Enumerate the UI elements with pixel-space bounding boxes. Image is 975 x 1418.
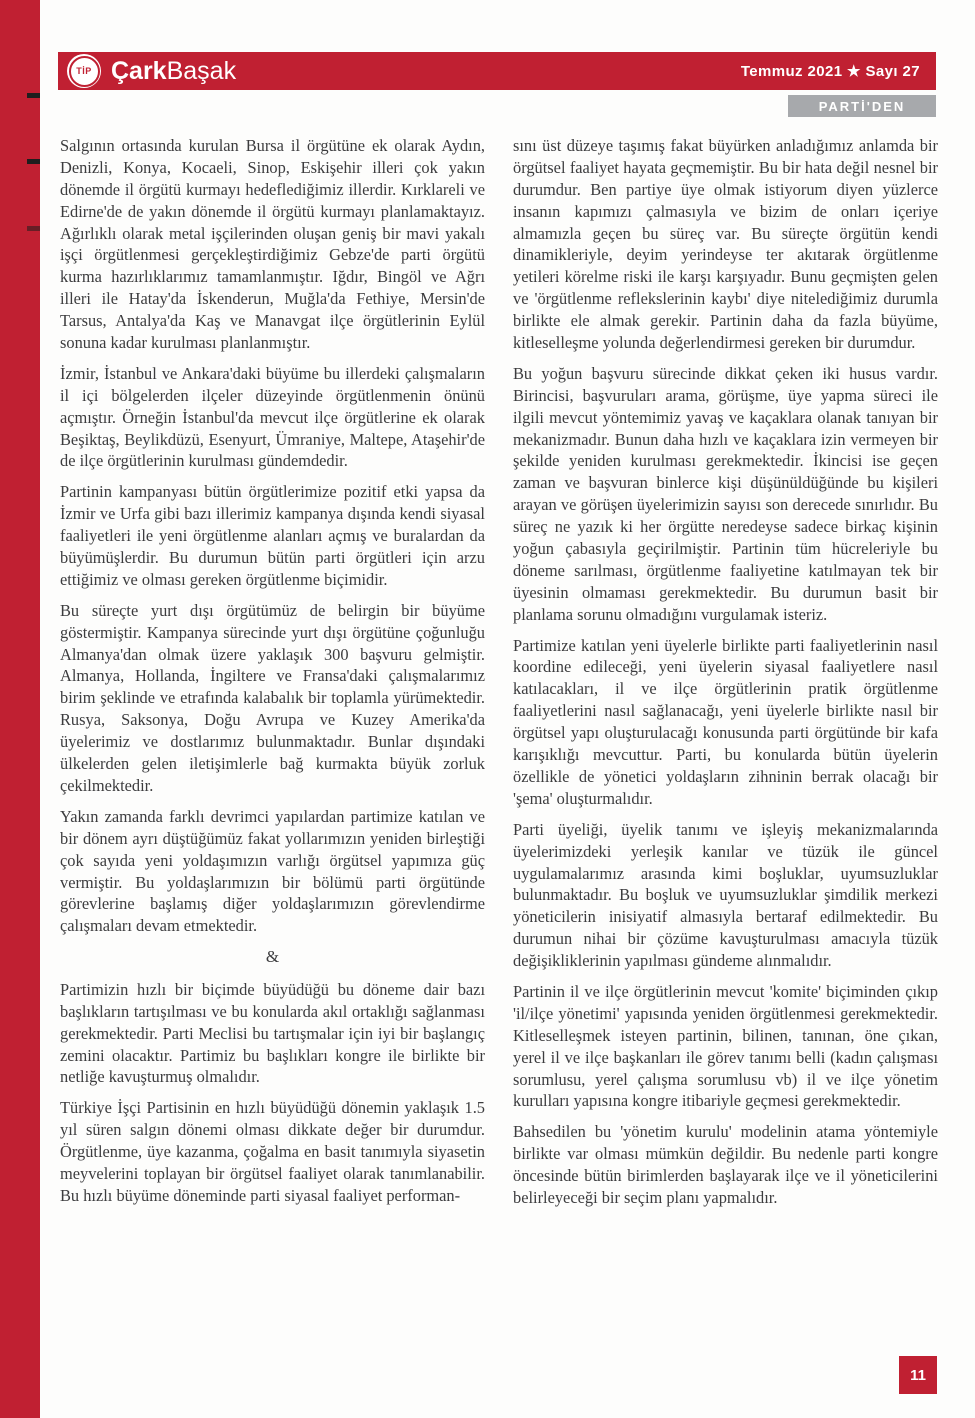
- header-bar: [58, 52, 936, 90]
- paragraph: İzmir, İstanbul ve Ankara'daki büyüme bu illerdeki çalışmaların il içi bölgelerden ilçeler düzeyinde örgütlenmenin önünü açmıştır. Örneğin İstanbul'da mevcut ilçe örgütlerine ek olarak Beşiktaş, Beylikdüzü, Esenyurt, Ümraniye, Maltepe, Ataşehir'de de ilçe örgütlerinin kurulması gündemdedir.: [60, 363, 485, 471]
- paragraph: Salgının ortasında kurulan Bursa il örgütüne ek olarak Aydın, Denizli, Konya, Kocaeli, Sinop, Eskişehir illeri çok yakın dönemde il örgütü kurmayı hedeflediğimiz illerdir. Kırklareli ve Edirne'de de yakın dönemde il örgütü kurmayı planlamaktayız. Ağırlıklı olarak metal işçilerinden oluşan geniş bir mavi yakalı işçi örgütlenmesi gerçekleştirdiğimiz Gebze'de parti örgütü kurma hazırlıklarımız tamamlanmıştır. Iğdır, Bingöl ve Ağrı illeri ile Hatay'da İskenderun, Muğla'da Fethiye, Mersin'de Tarsus, Antalya'da Kaş ve Manavgat ilçe örgütlerinin Eylül sonuna kadar kurulması planlanmıştır.: [60, 136, 485, 353]
- paragraph: Partimize katılan yeni üyelerle birlikte parti faaliyetlerinin nasıl koordine edileceği, yeni üyelerin siyasal faaliyetlere nasıl katılacakları, il ve ilçe örgütlerinin pratik örgütlenme faaliyetlerini nasıl sağlanacağı, yeni üyelerle birlikte nasıl bir örgütsel yapı oluşturulacağı konusunda parti örgütünde bir kafa karışıklığı mevcuttur. Parti, bu konularda bütün üyelerin özellikle de yönetici yoldaşların zihninin berrak olacağı bir 'şema' oluşturmalıdır.: [513, 635, 938, 808]
- section-divider-ampersand: &: [265, 947, 280, 967]
- issue-date: Temmuz 2021 ★ Sayı 27: [740, 63, 920, 80]
- tip-logo-text: TİP: [69, 56, 100, 87]
- tip-logo-icon: [67, 54, 101, 88]
- paragraph: Partimizin hızlı bir biçimde büyüdüğü bu döneme dair bazı başlıkların tartışılması ve bu konularda akıl ortaklığı sağlanması gerekmektedir. Parti Meclisi bu tartışmalar için iyi bir başlangıç zemini olacaktır. Partimiz bu başlıkları kongre ile birlikte bir netliğe kavuşturmuş olmalıdır.: [60, 979, 485, 1087]
- publication-title-light: Başak: [166, 56, 237, 85]
- paragraph: Partinin kampanyası bütün örgütlerimize pozitif etki yapsa da İzmir ve Urfa gibi bazı illerimiz kampanya dışında kendi siyasal faaliyetleri ile yeni örgütlenme alanları açmış ve buralardan da büyümüşlerdir. Bu durumun bütün parti örgütleri için arzu ettiğimiz ve olması gereken örgütlenme biçimidir.: [60, 482, 485, 589]
- paragraph: Yakın zamanda farklı devrimci yapılardan partimize katılan ve bir dönem ayrı düştüğümüz fakat yollarımızın yeniden birleştiği çok sayıda yeni yoldaşımızın varlığı örgütsel yapımıza güç vermiştir. Bu yoldaşlarımızın bir bölümü parti örgütünde görevlerine başlamış diğer yoldaşlarımızın görevlendirme çalışmaları devam etmektedir.: [60, 806, 485, 936]
- registration-mark: [27, 226, 40, 231]
- section-badge: PARTİ'DEN: [788, 95, 936, 117]
- paragraph: sını üst düzeye taşımış fakat büyürken anladığımız anlamda bir örgütsel faaliyet hayata geçmemiştir. Bu bir hata değil nesnel bir durumdur. Ben partiye üye olmak istiyorum diyen yüzlerce insanın kapımızı çalmasıyla ve bizim de onları içeriye almamızla geçen bu süreç var. Bu süreçte örgütün kendi dinamikleriyle, deyim yerindeyse ter akıtarak örgütlenme yetileri körelme riski ile karşı karşıyadır. Bunu geçmişten gelen ve 'örgütlenme reflekslerinin kaybı' diye nitelediğimiz durumla birlikte ele almak gerekir. Partinin daha da fazla büyüme, kitleselleşme yolunda değerlendirmesi gereken bir durumdur.: [513, 136, 938, 353]
- left-column: [60, 135, 485, 1365]
- paragraph: Bu yoğun başvuru sürecinde dikkat çeken iki husus vardır. Birincisi, başvuruları arama, görüşme, üye yapma süreci ile ilgili mevcut yöntemimiz yavaş ve kaçaklara olanak tanıyan bir mekanizmadır. Bunun daha hızlı ve kaçaklara izin vermeyen bir şekilde yeniden kurulması gerekmektedir. İkincisi ise geçen zaman ve başvuran binlerce kişi düşünüldüğünde bu kişileri arayan ve görüşen üyelerimizin sayısı son derecede sınırlıdır. Bu süreç ne yazık ki her örgütte neredeyse sadece birkaç kişinin yoğun çabasıyla geçirilmiştir. Partinin tüm hücreleriyle bu döneme sarılması, örgütlenme faaliyetine katılmayan tek bir üyesinin olmaması gerekmektedir. Bu durumun basit bir planlama sorunu olmadığını vurgulamak isteriz.: [513, 363, 938, 624]
- registration-mark: [27, 93, 40, 98]
- publication-title: [111, 56, 237, 85]
- left-edge-strip: [0, 0, 40, 1418]
- paragraph: Parti üyeliği, üyelik tanımı ve işleyiş mekanizmalarında üyelerimizdeki yerleşik kanılar ve tüzük ile güncel uygulamalarımız arasında kimi boşluklar, uyumsuzluklar bulunmaktadır. Bu boşluk ve uyumsuzluklar şimdilik merkezi yöneticilerin inisiyatif almasıyla bertaraf edilmektedir. Bu durumun nihai bir çözüme kavuşturulması amacıyla tüzük değişikliklerinin yapılması gündeme alınmalıdır.: [513, 819, 938, 971]
- paragraph: Partinin il ve ilçe örgütlerinin mevcut 'komite' biçiminden çıkıp 'il/ilçe yönetimi' yapısında yeniden örgütlenmesi gerekmektedir. Kitleselleşmek isteyen partinin, bilinen, tanınan, öne çıkan, yerel il ve ilçe başkanları ile görev tanımı belli (kadın çalışması sorumlusu, yerel çalışma sorumlusu vb) il ve ilçe yönetim kurulları yapısına kongre itibariyle geçmesi gerekmektedir.: [513, 981, 938, 1111]
- right-column: [513, 135, 938, 1365]
- paragraph: Bahsedilen bu 'yönetim kurulu' modelinin atama yöntemiyle birlikte var olması mümkün değildir. Bu nedenle parti kongre öncesinde bütün birimlerden başlayarak ilçe ve il yöneticilerini belirleyeceği bir seçim planı yapmalıdır.: [513, 1122, 938, 1207]
- registration-mark: [27, 159, 40, 164]
- publication-title-bold: Çark: [111, 56, 167, 85]
- page-number: 11: [899, 1356, 937, 1394]
- paragraph: Bu süreçte yurt dışı örgütümüz de belirgin bir büyüme göstermiştir. Kampanya sürecinde yurt dışı örgütüne çoğunluğu Almanya'dan olmak üzere yaklaşık 300 başvuru gelmiştir. Almanya, Hollanda, İngiltere ve Fransa'daki çalışmalarımız birim şeklinde ve etrafında kalabalık bir toplamla yürümektedir. Rusya, Saksonya, Doğu Avrupa ve Kuzey Amerika'da üyelerimiz ve dostlarımız bulunmaktadır. Bunlar dışındaki ülkelerden gelen iletişimlerle bağ kurmakta büyük zorluk çekilmektedir.: [60, 600, 485, 795]
- article-body: [60, 135, 938, 1365]
- paragraph: Türkiye İşçi Partisinin en hızlı büyüdüğü dönemin yaklaşık 1.5 yıl süren salgın dönemi olması dikkate değer bir durumdur. Örgütlenme, üye kazanma, çoğalma en basit tanımıyla siyasetin meyvelerini toplayan bir örgütsel faaliyet olarak tanımlanabilir. Bu hızlı büyüme döneminde parti siyasal faaliyet performan-: [60, 1098, 485, 1205]
